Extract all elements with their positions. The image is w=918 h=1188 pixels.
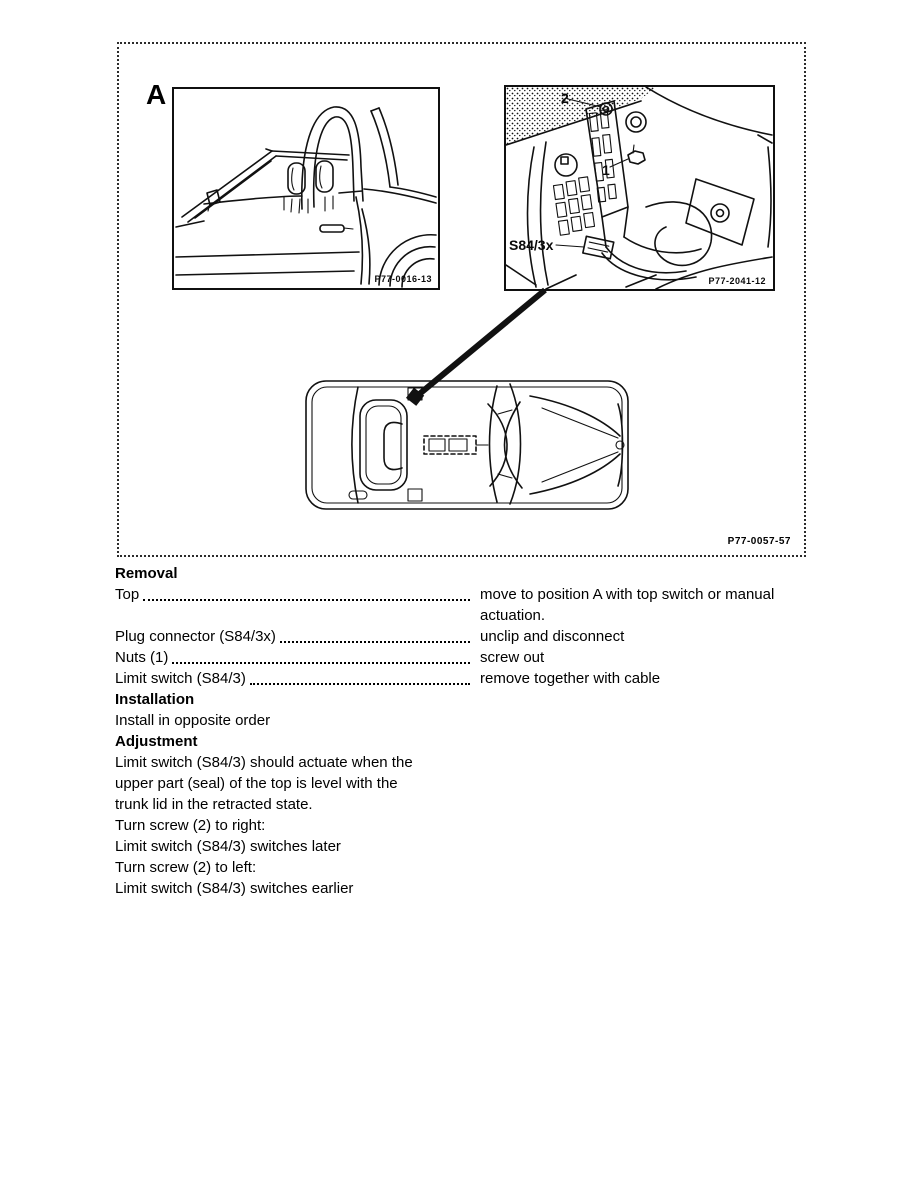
callout-s84-3x-connector: S84/3x xyxy=(509,237,554,253)
procedure-row-top xyxy=(115,584,815,626)
figure-code-side-view: P77-0016-13 xyxy=(374,274,432,284)
procedure-row-plug-connector xyxy=(115,626,815,647)
installation-heading: Installation xyxy=(115,691,195,708)
procedure-row-nuts xyxy=(115,647,815,668)
position-a-label: A xyxy=(146,79,168,110)
procedure-action: actuation. xyxy=(480,607,546,624)
limit-switch-drawing xyxy=(506,87,773,289)
figure-code-switch-detail: P77-2041-12 xyxy=(708,276,766,286)
adjustment-text: Limit switch (S84/3) should actuate when the upper part (seal) of the top is level with the trunk lid in the retracted state. Turn screw (2) to right: Limit switch (S84/3) switches later Turn screw (2) to left: Limit switch (S84/3) switches earlier xyxy=(115,754,413,897)
car-top-view-drawing xyxy=(302,374,632,516)
procedure-action: remove together with cable xyxy=(480,670,661,687)
car-side-view-drawing xyxy=(174,89,438,288)
figure-switch-detail-panel xyxy=(504,85,775,291)
callout-2-screw: 2 xyxy=(561,90,569,106)
procedure-action: unclip and disconnect xyxy=(480,628,625,645)
procedure-item: Top xyxy=(115,586,140,603)
procedure-text xyxy=(115,563,815,899)
removal-heading: Removal xyxy=(115,565,178,582)
figure-side-view-panel xyxy=(172,87,440,290)
dotted-leader xyxy=(143,599,470,601)
adjustment-heading: Adjustment xyxy=(115,733,198,750)
figure-code-overview: P77-0057-57 xyxy=(727,536,791,547)
procedure-item: Nuts (1) xyxy=(115,649,169,666)
callout-1-nut: 1 xyxy=(602,162,610,178)
dotted-leader xyxy=(250,683,470,685)
dotted-leader xyxy=(280,641,470,643)
procedure-action: move to position A with top switch or manual xyxy=(480,586,775,603)
figure-box xyxy=(117,42,806,557)
procedure-item: Plug connector (S84/3x) xyxy=(115,628,276,645)
procedure-row-limit-switch xyxy=(115,668,815,689)
procedure-action: screw out xyxy=(480,649,545,666)
installation-text: Install in opposite order xyxy=(115,712,271,729)
dotted-leader xyxy=(172,662,470,664)
procedure-item: Limit switch (S84/3) xyxy=(115,670,246,687)
